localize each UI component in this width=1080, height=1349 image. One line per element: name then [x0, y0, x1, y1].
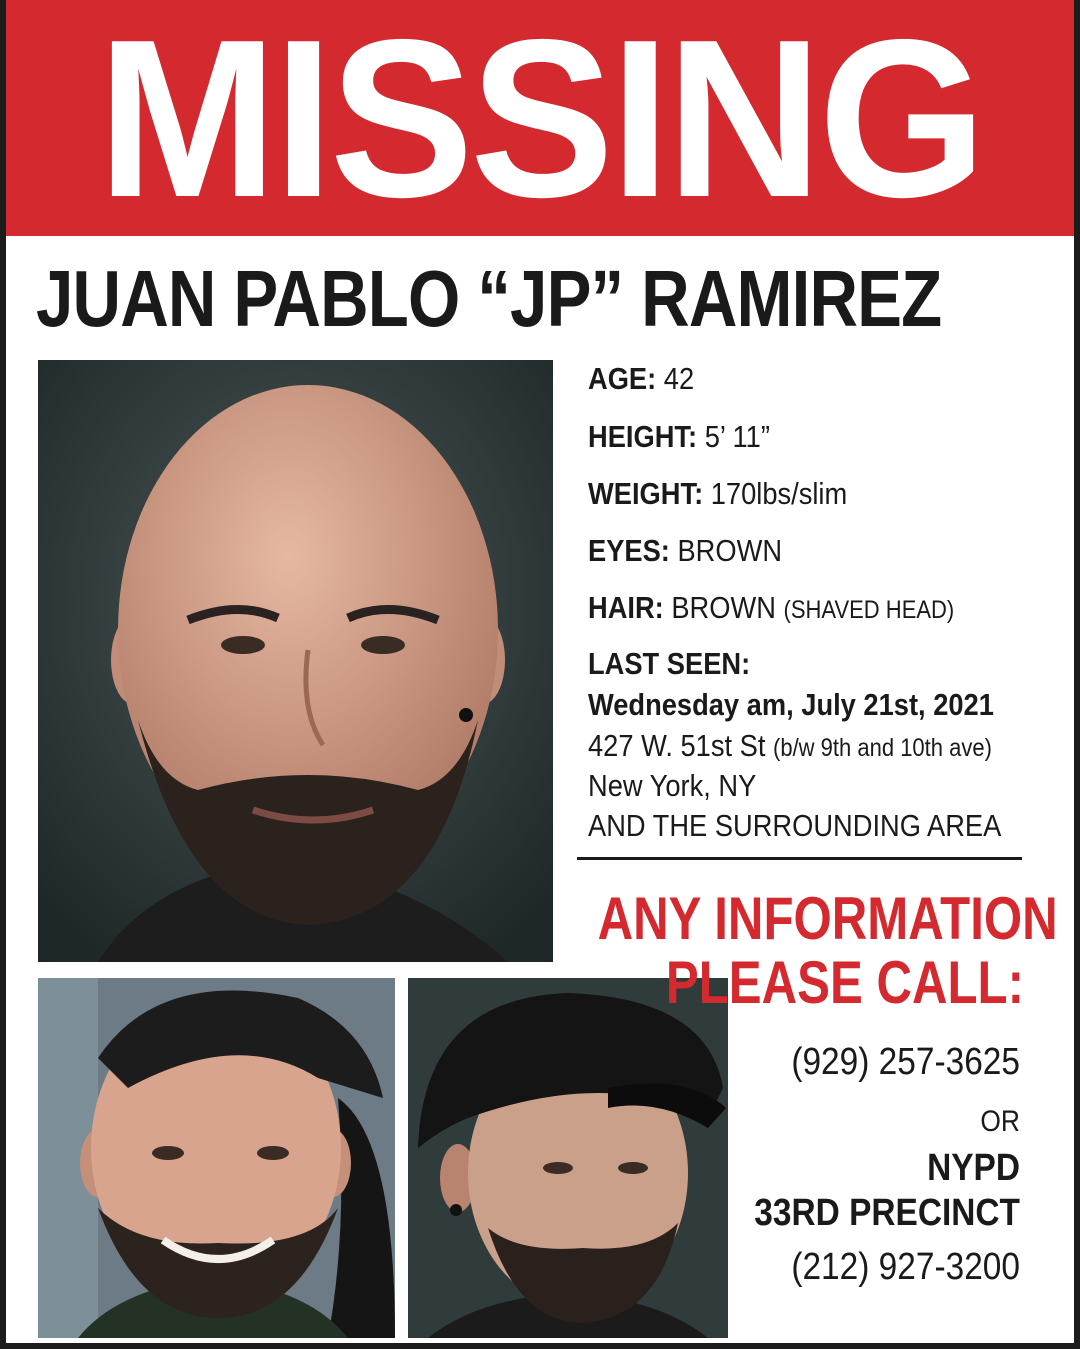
eyes-row	[588, 532, 1002, 570]
missing-banner	[6, 0, 1074, 236]
eyes-value: BROWN	[677, 533, 783, 568]
last-seen-area: AND THE SURROUNDING AREA	[588, 808, 1002, 843]
hair-note: (SHAVED HEAD)	[783, 596, 955, 624]
weight-label: WEIGHT:	[588, 476, 704, 511]
precinct-name: 33RD PRECINCT	[754, 1192, 1020, 1234]
age-label: AGE:	[588, 361, 657, 396]
eyes-label: EYES:	[588, 533, 670, 568]
last-seen-address: 427 W. 51st St (b/w 9th and 10th ave)	[588, 728, 992, 763]
hair-label: HAIR:	[588, 590, 664, 625]
section-divider	[577, 857, 1022, 860]
hair-value: BROWN	[671, 590, 776, 625]
height-label: HEIGHT:	[588, 419, 698, 454]
last-seen-address-note: (b/w 9th and 10th ave)	[773, 734, 992, 762]
height-value: 5’ 11”	[704, 419, 770, 454]
phone-primary: (929) 257-3625	[791, 1041, 1020, 1083]
person-name: JUAN PABLO “JP” RAMIREZ	[36, 254, 942, 343]
weight-row	[588, 475, 1002, 513]
cta-line-2: PLEASE CALL:	[665, 949, 1024, 1016]
phone-precinct: (212) 927-3200	[791, 1246, 1020, 1288]
age-value: 42	[663, 361, 695, 396]
or-text: OR	[980, 1105, 1020, 1138]
main-portrait-photo	[38, 360, 553, 962]
height-row	[588, 418, 1002, 456]
banner-title: MISSING	[97, 0, 983, 236]
cta-line-1: ANY INFORMATION	[597, 885, 1058, 952]
last-seen-label: LAST SEEN:	[588, 646, 751, 681]
hair-row	[588, 589, 1002, 629]
last-seen-city: New York, NY	[588, 768, 757, 803]
smiling-photo	[38, 978, 395, 1338]
agency-name: NYPD	[927, 1147, 1020, 1189]
weight-value: 170lbs/slim	[710, 476, 848, 511]
age-row	[588, 360, 1002, 398]
last-seen-date: Wednesday am, July 21st, 2021	[588, 687, 994, 722]
